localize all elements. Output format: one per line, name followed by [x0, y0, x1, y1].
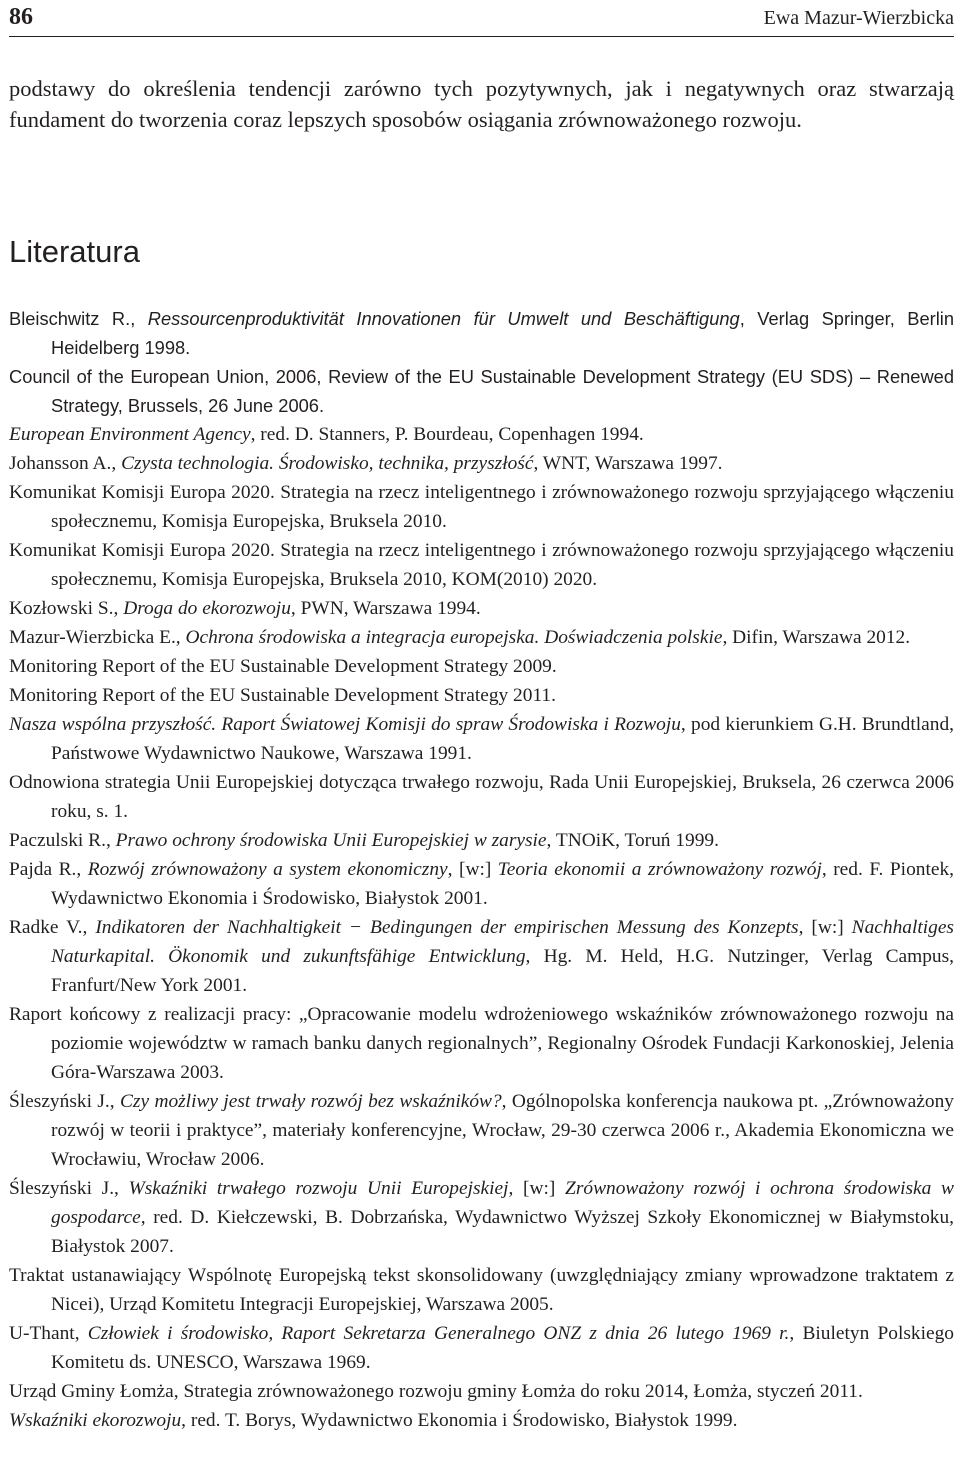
reference-text: , — [175, 627, 186, 648]
reference-text: Radke V. — [9, 917, 83, 938]
page-number: 86 — [9, 4, 33, 30]
reference-text: Traktat ustanawiający Wspólnotę Europejską tekst skonsolidowany (uwzględniający zmiany wprowadzone traktatem z Nicei), Urząd Komitetu Integracji Europejskiej, Warszawa 2005. — [9, 1265, 954, 1315]
reference-title: Nachhaltiges Naturkapital. Ökonomik und zukunftsfähige Entwicklung — [51, 917, 954, 967]
reference-text: , — [74, 1323, 88, 1344]
reference-text: Odnowiona strategia Unii Europejskiej dotycząca trwałego rozwoju, Rada Unii Europejskiej, Bruksela, 26 czerwca 2006 roku, s. 1. — [9, 772, 954, 822]
reference-title: Teoria ekonomii a zrównoważony rozwój — [497, 859, 822, 880]
reference-title: Człowiek i środowisko, Raport Sekretarza Generalnego ONZ z dnia 26 lutego 1969 r. — [87, 1323, 790, 1344]
reference-text: , — [113, 598, 124, 619]
reference-item — [9, 681, 954, 710]
reference-text: Kozłowski S. — [9, 598, 114, 619]
reference-text: U-Thant — [9, 1323, 75, 1344]
reference-title: Rozwój zrównoważony a system ekonomiczny — [87, 859, 448, 880]
reference-text: , red. T. Borys, Wydawnictwo Ekonomia i Środowisko, Białystok 1999. — [181, 1410, 738, 1431]
reference-item — [9, 449, 954, 478]
reference-text: , red. F. Piontek, Wydawnictwo Ekonomia i Środowisko, Białystok 2001. — [51, 859, 954, 909]
reference-text: Śleszyński J. — [9, 1178, 115, 1199]
reference-text: , Hg. M. Held, H.G. Nutzinger, Verlag Campus, Franfurt/New York 2001. — [51, 946, 954, 996]
reference-item — [9, 1406, 954, 1435]
reference-text: , WNT, Warszawa 1997. — [533, 453, 723, 474]
reference-text: , TNOiK, Toruń 1999. — [546, 830, 719, 851]
reference-text: , [w:] — [798, 917, 852, 938]
reference-item — [9, 826, 954, 855]
reference-text: Komunikat Komisji Europa 2020. Strategia na rzecz inteligentnego i zrównoważonego rozwoju sprzyjającego włączeniu społecznemu, Komisja Europejska, Bruksela 2010. — [9, 482, 954, 532]
reference-text: Monitoring Report of the EU Sustainable Development Strategy 2009. — [9, 656, 557, 677]
reference-item — [9, 768, 954, 826]
reference-title: Zrównoważony rozwój i ochrona środowiska w gospodarce — [51, 1178, 954, 1228]
reference-text: , — [111, 453, 122, 474]
reference-list — [9, 304, 954, 1435]
reference-text: , pod kierunkiem G.H. Brundtland, Państwowe Wydawnictwo Naukowe, Warszawa 1991. — [51, 714, 954, 764]
reference-title: Indikatoren der Nachhaltigkeit − Bedingungen der empirischen Messung des Konzepts — [95, 917, 799, 938]
reference-item — [9, 1261, 954, 1319]
reference-text: , PWN, Warszawa 1994. — [290, 598, 481, 619]
reference-item — [9, 594, 954, 623]
reference-title: Prawo ochrony środowiska Unii Europejskiej w zarysie — [115, 830, 547, 851]
reference-title: Ochrona środowiska a integracja europejska. Doświadczenia polskie — [185, 627, 723, 648]
reference-text: , Biuletyn Polskiego Komitetu ds. UNESCO, Warszawa 1969. — [51, 1323, 954, 1373]
reference-item — [9, 478, 954, 536]
reference-item — [9, 1000, 954, 1087]
reference-text: , — [109, 1091, 120, 1112]
reference-item — [9, 710, 954, 768]
reference-text: , — [105, 830, 116, 851]
reference-title: Droga do ekorozwoju — [123, 598, 291, 619]
reference-title: Nasza wspólna przyszłość. Raport Światowej Komisji do spraw Środowiska i Rozwoju — [9, 714, 681, 735]
reference-item — [9, 623, 954, 652]
reference-title: Wskaźniki ekorozwoju — [9, 1410, 182, 1431]
reference-text: , [w:] — [447, 859, 498, 880]
section-heading: Literatura — [9, 234, 140, 269]
reference-text: Bleischwitz R. — [9, 308, 131, 329]
reference-text: , red. D. Stanners, P. Bourdeau, Copenhagen 1994. — [250, 424, 644, 445]
reference-item — [9, 1377, 954, 1406]
page-header — [9, 0, 954, 37]
reference-text: Paczulski R. — [9, 830, 106, 851]
reference-item — [9, 652, 954, 681]
reference-item — [9, 855, 954, 913]
reference-item — [9, 1174, 954, 1261]
reference-item — [9, 362, 954, 420]
reference-text: , [w:] — [508, 1178, 566, 1199]
reference-text: Johansson A. — [9, 453, 112, 474]
reference-item — [9, 1087, 954, 1174]
reference-item — [9, 1319, 954, 1377]
reference-title: Wskaźniki trwałego rozwoju Unii Europejskiej — [128, 1178, 509, 1199]
reference-title: European Environment Agency — [9, 424, 251, 445]
reference-text: Raport końcowy z realizacji pracy: „Opracowanie modelu wdrożeniowego wskaźników zrównoważonego rozwoju na poziomie województw w ramach banku danych regionalnych”, Regionalny Ośrodek Fundacji Karkonoskiej, Jelenia Góra-Warszawa 2003. — [9, 1004, 954, 1083]
reference-item — [9, 304, 954, 362]
reference-text: Śleszyński J. — [9, 1091, 110, 1112]
reference-item — [9, 420, 954, 449]
reference-text: Mazur-Wierzbicka E. — [9, 627, 176, 648]
reference-title: Ressourcenproduktivität Innovationen für Umwelt und Beschäftigung — [147, 308, 740, 329]
reference-text: Urząd Gminy Łomża, Strategia zrównoważonego rozwoju gminy Łomża do roku 2014, Łomża, styczeń 2011. — [9, 1381, 863, 1402]
reference-title: Czysta technologia. Środowisko, technika, przyszłość — [121, 453, 534, 474]
running-header-author: Ewa Mazur-Wierzbicka — [763, 7, 954, 29]
reference-text: , — [82, 917, 96, 938]
reference-text: , Difin, Warszawa 2012. — [722, 627, 911, 648]
reference-text: , Verlag Springer, Berlin Heidelberg 1998. — [51, 308, 954, 358]
reference-text: , — [76, 859, 88, 880]
reference-text: Komunikat Komisji Europa 2020. Strategia na rzecz inteligentnego i zrównoważonego rozwoju sprzyjającego włączeniu społecznemu, Komisja Europejska, Bruksela 2010, KOM(2010) 2020. — [9, 540, 954, 590]
reference-title: Czy możliwy jest trwały rozwój bez wskaźników? — [119, 1091, 502, 1112]
reference-item — [9, 536, 954, 594]
reference-text: , Ogólnopolska konferencja naukowa pt. „Zrównoważony rozwój w teorii i praktyce”, materiały konferencyjne, Wrocław, 29-30 czerwca 2006 r., Akademia Ekonomiczna we Wrocławiu, Wrocław 2006. — [51, 1091, 954, 1170]
intro-paragraph: podstawy do określenia tendencji zarówno tych pozytywnych, jak i negatywnych oraz stwarzają fundament do tworzenia coraz lepszych sposobów osiągania zrównoważonego rozwoju. — [9, 76, 954, 132]
reference-text: Pajda R. — [9, 859, 77, 880]
reference-text: , red. D. Kiełczewski, B. Dobrzańska, Wydawnictwo Wyższej Szkoły Ekonomicznej w Białymstoku, Białystok 2007. — [51, 1207, 954, 1257]
reference-text: Monitoring Report of the EU Sustainable Development Strategy 2011. — [9, 685, 556, 706]
reference-text: , — [114, 1178, 129, 1199]
reference-text: , — [130, 308, 148, 329]
reference-item — [9, 913, 954, 1000]
reference-text: Council of the European Union, 2006, Review of the EU Sustainable Development Strategy (EU SDS) – Renewed Strategy, Brussels, 26 June 2006. — [9, 366, 954, 416]
